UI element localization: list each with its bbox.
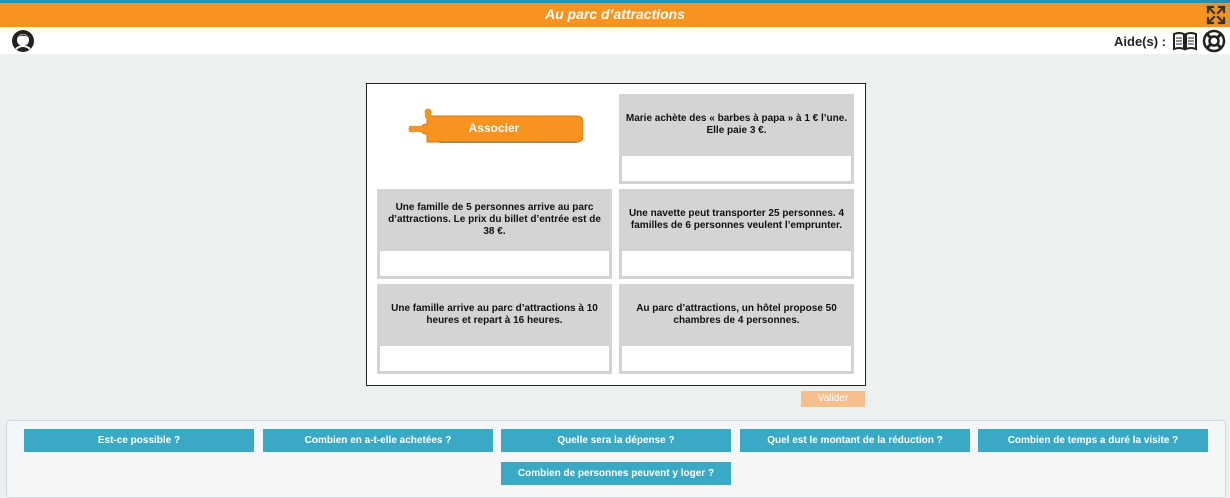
statement-text: Une famille de 5 personnes arrive au parc d’attractions. Le prix du billet d’entrée est de 38 €. <box>388 202 601 237</box>
help-label: Aide(s) : <box>1114 33 1166 49</box>
statement-card <box>377 189 612 279</box>
answer-chip[interactable]: Combien en a-t-elle achetées ? <box>263 429 493 452</box>
answer-chip[interactable]: Quelle sera la dépense ? <box>501 429 731 452</box>
statement-text: Une famille arrive au parc d’attractions à 10 heures et repart à 16 heures. <box>391 303 598 326</box>
statement-card <box>619 284 854 374</box>
statement-card <box>377 284 612 374</box>
page-title: Au parc d’attractions <box>544 6 686 22</box>
validate-button[interactable]: Valider <box>801 391 865 407</box>
answer-dropzone[interactable] <box>622 251 851 276</box>
statement-text: Marie achète des « barbes à papa » à 1 € l’une. Elle paie 3 €. <box>625 113 848 136</box>
avatar-icon[interactable] <box>10 29 36 53</box>
statement-text: Au parc d’attractions, un hôtel propose 50 chambres de 4 personnes. <box>636 303 837 326</box>
book-icon[interactable] <box>1172 30 1198 52</box>
answer-bank <box>6 420 1226 498</box>
statement-text: Une navette peut transporter 25 personnes. 4 familles de 6 personnes veulent l’emprunter. <box>628 208 845 231</box>
answer-dropzone[interactable] <box>622 156 851 181</box>
statement-card <box>619 189 854 279</box>
answer-chip[interactable]: Quel est le montant de la réduction ? <box>740 429 970 452</box>
exercise-board <box>366 83 866 386</box>
answer-dropzone[interactable] <box>622 346 851 371</box>
answer-chip[interactable]: Combien de temps a duré la visite ? <box>978 429 1208 452</box>
answer-chip[interactable]: Est-ce possible ? <box>24 429 254 452</box>
answer-dropzone[interactable] <box>380 346 609 371</box>
help-area <box>1114 29 1226 53</box>
title-bar <box>0 3 1230 27</box>
fullscreen-icon[interactable] <box>1206 5 1226 25</box>
associer-label: Associer <box>468 121 520 135</box>
statement-card <box>619 94 854 184</box>
answer-chip[interactable]: Combien de personnes peuvent y loger ? <box>501 462 731 485</box>
lifebuoy-icon[interactable] <box>1202 29 1226 53</box>
toolbar <box>0 27 1230 54</box>
answer-dropzone[interactable] <box>380 251 609 276</box>
